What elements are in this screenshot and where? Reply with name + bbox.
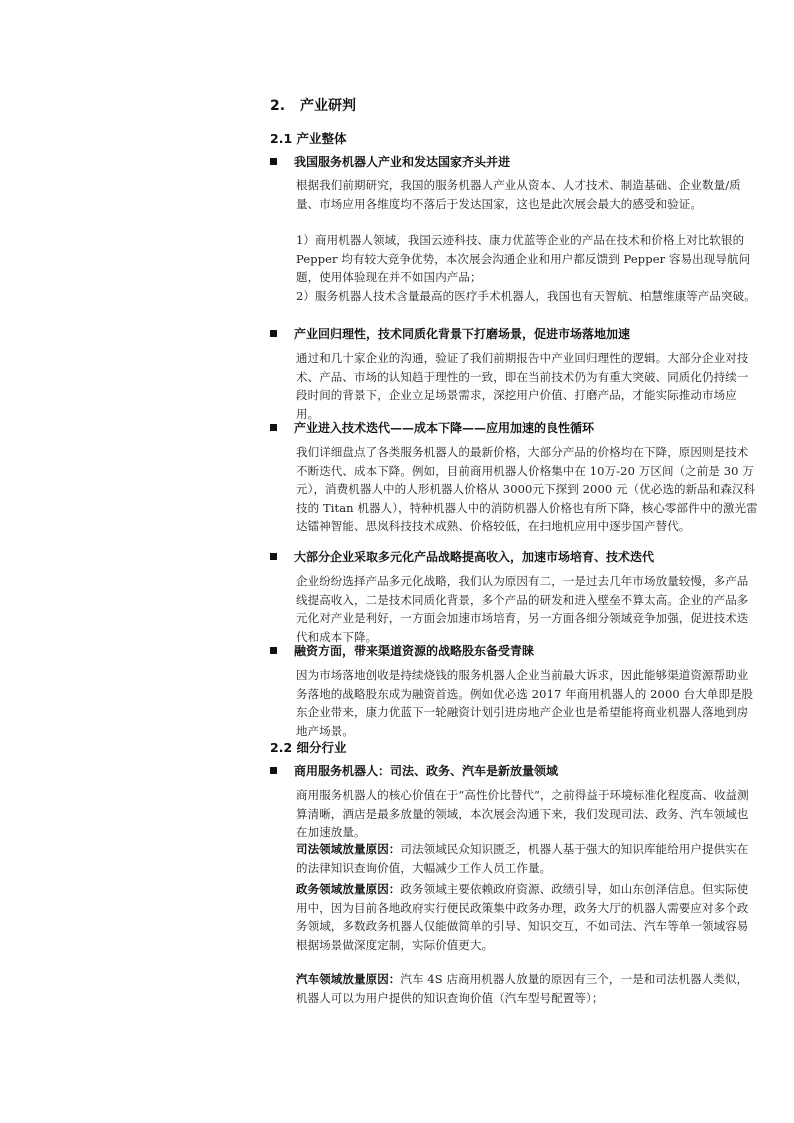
bullet-square-icon (270, 330, 277, 337)
bullet-heading-1 (270, 153, 510, 170)
bullet-heading-3 (270, 419, 594, 436)
paragraph: 1）商用机器人领域，我国云迹科技、康力优蓝等企业的产品在技术和价格上对比软银的 Pepper 均有较大竞争优势，本次展会沟通企业和用户都反馈到 Pepper 容易出现导航问题，使用体验现在并不如国内产品； (296, 233, 751, 284)
paragraph: 我们详细盘点了各类服务机器人的最新价格，大部分产品的价格均在下降，原因则是技术不断迭代、成本下降。例如，目前商用机器人价格集中在 10万-20 万区间（之前是 30 万元），消费机器人中的人形机器人价格从 3000元下探到 2000 元（优必选的新品和森汉科技的 Titan 机器人），特种机器人中的消防机器人价格也有所下降，核心零部件中的激光雷达镭神智能、思岚科技技术成熟、价格较低，在扫地机应用中逐步国产替代。 (296, 445, 758, 533)
bullet-heading-2 (270, 325, 630, 342)
bullet-square-icon (270, 647, 277, 654)
bullet-square-icon (270, 424, 277, 431)
bullet-square-icon (270, 158, 277, 165)
paragraph-body: 政务领域主要依赖政府资源、政绩引导，如山东创泽信息。但实际使用中，因为目前各地政府实行便民政策集中政务办理，政务大厅的机器人需要应对多个政务领域，多数政务机器人仅能做简单的引导、知识交互，不如司法、汽车等单一领域容易根据场景做深度定制，实际价值更大。 (296, 882, 749, 952)
bullet-heading-text: 我国服务机器人产业和发达国家齐头并进 (294, 155, 511, 169)
paragraph-lead-label: 汽车领域放量原因： (296, 972, 401, 986)
bullet-heading-text: 产业进入技术迭代——成本下降——应用加速的良性循环 (294, 421, 595, 435)
paragraph-body: 司法领域民众知识匮乏，机器人基于强大的知识库能给用户提供实在的法律知识查询价值，大幅减少工作人员工作量。 (296, 842, 749, 875)
paragraph: 2）服务机器人技术含量最高的医疗手术机器人，我国也有天智航、柏慧维康等产品突破。 (296, 289, 756, 303)
bullet-heading-4 (270, 548, 654, 565)
paragraph-lead-label: 司法领域放量原因： (296, 842, 401, 856)
bullet-heading-6 (270, 762, 558, 779)
paragraph-government (296, 880, 758, 954)
paragraph-body: 汽车 4S 店商用机器人放量的原因有三个，一是和司法机器人类似，机器人可以为用户提供的知识查询价值（汽车型号配置等）； (296, 972, 749, 1005)
paragraph-automotive (296, 970, 758, 1007)
section-number: 2. (270, 98, 286, 114)
paragraph-judicial (296, 840, 758, 877)
paragraph-lead-label: 政务领域放量原因： (296, 882, 401, 896)
bullet-heading-text: 大部分企业采取多元化产品战略提高收入，加速市场培育、技术迭代 (294, 550, 655, 564)
section-heading (270, 95, 356, 115)
bullet-square-icon (270, 767, 277, 774)
subsection-heading-2-1: 2.1 产业整体 (270, 131, 347, 146)
paragraph: 商用服务机器人的核心价值在于“高性价比替代”，之前得益于环境标准化程度高、收益测算清晰，酒店是最多放量的领域，本次展会沟通下来，我们发现司法、政务、汽车领域也在加速放量。 (296, 788, 749, 839)
bullet-heading-text: 融资方面，带来渠道资源的战略股东备受青睐 (294, 644, 535, 658)
paragraph: 根据我们前期研究，我国的服务机器人产业从资本、人才技术、制造基础、企业数量/质量、市场应用各维度均不落后于发达国家，这也是此次展会最大的感受和验证。 (296, 178, 741, 211)
bullet-heading-text: 商用服务机器人：司法、政务、汽车是新放量领域 (294, 764, 559, 778)
section-title-text: 产业研判 (300, 98, 356, 114)
bullet-square-icon (270, 553, 277, 560)
bullet-heading-5 (270, 642, 534, 659)
paragraph: 通过和几十家企业的沟通，验证了我们前期报告中产业回归理性的逻辑。大部分企业对技术、产品、市场的认知趋于理性的一致，即在当前技术仍为有重大突破、同质化仍持续一段时间的背景下，企业立足场景需求，深挖用户价值、打磨产品，才能实际推动市场应用。 (296, 351, 749, 421)
paragraph: 因为市场落地创收是持续烧钱的服务机器人企业当前最大诉求，因此能够渠道资源帮助业务落地的战略股东成为融资首选。例如优必选 2017 年商用机器人的 2000 台大单即是股东企业带来，康力优蓝下一轮融资计划引进房地产企业也是希望能将商业机器人落地到房地产场景。 (296, 668, 754, 738)
subsection-heading-2-2: 2.2 细分行业 (270, 740, 347, 755)
paragraph: 企业纷纷选择产品多元化战略，我们认为原因有二，一是过去几年市场放量较慢，多产品线提高收入，二是技术同质化背景，多个产品的研发和进入壁垒不算太高。企业的产品多元化对产业是利好，一方面会加速市场培育，另一方面各细分领域竞争加强，促进技术迭代和成本下降。 (296, 574, 749, 644)
bullet-heading-text: 产业回归理性，技术同质化背景下打磨场景，促进市场落地加速 (294, 327, 631, 341)
